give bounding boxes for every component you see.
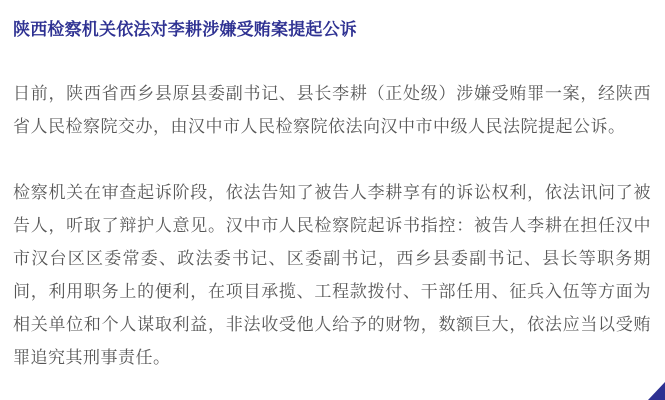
article-paragraph-1: 日前，陕西省西乡县原县委副书记、县长李耕（正处级）涉嫌受贿罪一案，经陕西省人民检察院交办，由汉中市人民检察院依法向汉中市中级人民法院提起公诉。 xyxy=(13,84,651,136)
article-paragraph-2: 检察机关在审查起诉阶段，依法告知了被告人李耕享有的诉讼权利，依法讯问了被告人，听取了辩护人意见。汉中市人民检察院起诉书指控：被告人李耕在担任汉中市汉台区区委常委、政法委书记、区委副书记，西乡县委副书记、县长等职务期间，利用职务上的便利，在项目承揽、工程款拨付、干部任用、征兵入伍等方面为相关单位和个人谋取利益，非法收受他人给予的财物，数额巨大，依法应当以受贿罪追究其刑事责任。 xyxy=(13,183,651,367)
corner-triangle-decoration xyxy=(648,382,665,400)
article-title: 陕西检察机关依法对李耕涉嫌受贿案提起公诉 xyxy=(13,20,357,39)
